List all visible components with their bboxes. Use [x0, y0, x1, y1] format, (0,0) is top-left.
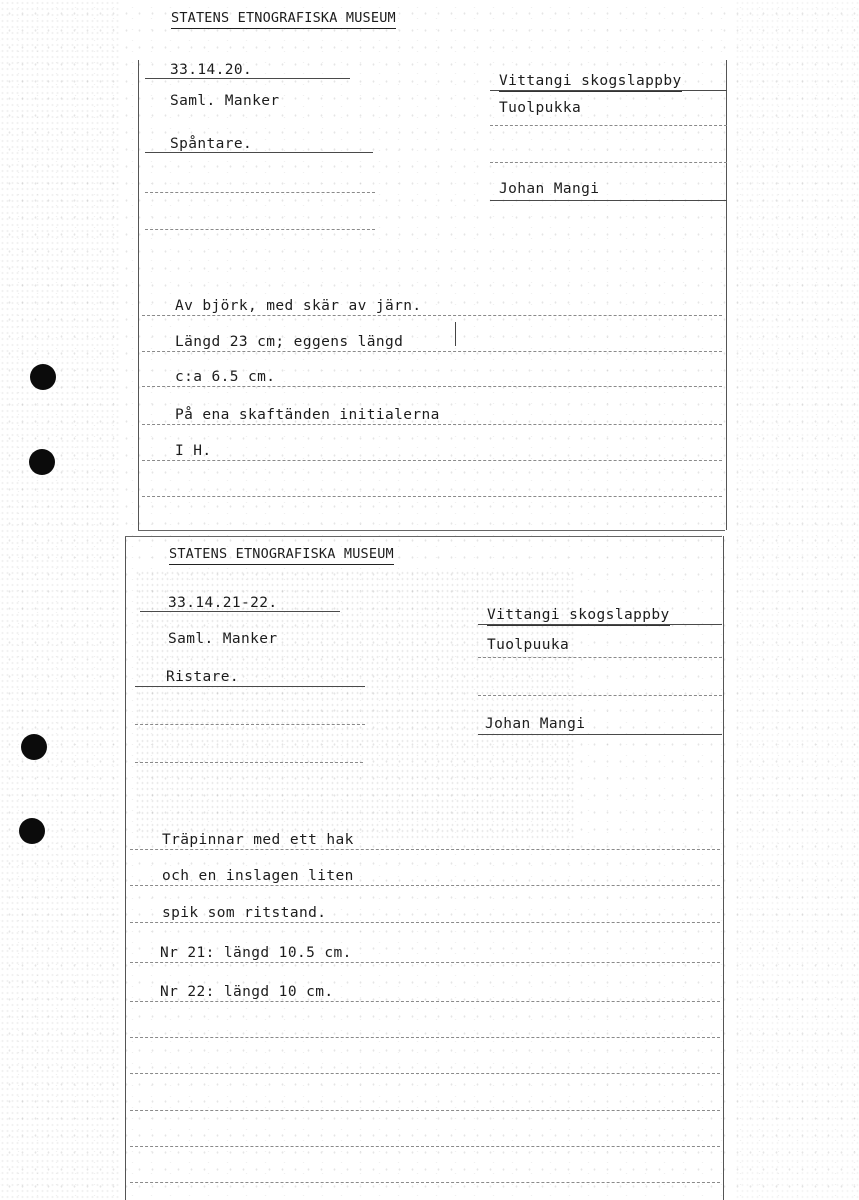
- punch-hole-3: [21, 734, 47, 760]
- card-1-locality: Tuolpukka: [499, 100, 582, 116]
- card-1-rule-desc-3: [142, 386, 722, 387]
- card-1-description-line-1: Av björk, med skär av järn.: [175, 298, 422, 314]
- card-1-description-line-5: I H.: [175, 443, 212, 459]
- card-2-collection: Saml. Manker: [168, 631, 278, 647]
- card-2-rule-desc-8: [130, 1110, 720, 1111]
- card-2-catalog-number: 33.14.21-22.: [168, 595, 278, 611]
- card-2-locality: Tuolpuuka: [487, 637, 570, 653]
- card-2-rule-desc-9: [130, 1146, 720, 1147]
- card-1-rule-desc-6: [142, 496, 722, 497]
- card-2-rule-left-2: [135, 762, 363, 763]
- card-2-rule-catalog: [140, 611, 340, 612]
- card-1-rule-left-2: [145, 229, 375, 230]
- card-1-object-name: Spåntare.: [170, 136, 253, 152]
- card-2-rule-place: [478, 624, 722, 625]
- card-1-bottom-edge: [138, 530, 725, 531]
- card-1-rule-informant: [490, 200, 727, 201]
- card-2-rule-left-1: [135, 724, 365, 725]
- card-2-rule-desc-3: [130, 922, 720, 923]
- card-1-stray-mark: [455, 322, 456, 346]
- card-2-rule-desc-10: [130, 1182, 720, 1183]
- card-2-place: Vittangi skogslappby: [487, 606, 670, 626]
- card-1-collection: Saml. Manker: [170, 93, 280, 109]
- punch-hole-2: [29, 449, 55, 475]
- card-2-rule-desc-6: [130, 1037, 720, 1038]
- card-2-rule-object: [135, 686, 365, 687]
- card-1-description-line-3: c:a 6.5 cm.: [175, 369, 276, 385]
- card-2-top-edge: [125, 536, 722, 537]
- card-1-rule-desc-1: [142, 315, 722, 316]
- scan-noise-right-margin: [735, 0, 859, 1200]
- card-2-rule-desc-4: [130, 962, 720, 963]
- card-2-description-line-1: Träpinnar med ett hak: [162, 832, 354, 848]
- card-1-rule-right-1: [490, 125, 727, 126]
- card-1-rule-catalog: [145, 78, 350, 79]
- card-2-rule-desc-5: [130, 1001, 720, 1002]
- card-1-rule-desc-5: [142, 460, 722, 461]
- card-1-description-line-4: På ena skaftänden initialerna: [175, 407, 440, 423]
- card-1-rule-desc-4: [142, 424, 722, 425]
- card-1-rule-right-2: [490, 162, 727, 163]
- card-1-rule-object: [145, 152, 373, 153]
- card-2-rule-desc-1: [130, 849, 720, 850]
- scan-noise-left-margin: [0, 0, 120, 1200]
- punch-hole-4: [19, 818, 45, 844]
- card-1-museum-heading: STATENS ETNOGRAFISKA MUSEUM: [171, 9, 396, 29]
- card-1-rule-left-1: [145, 192, 375, 193]
- card-1-informant: Johan Mangi: [499, 181, 600, 197]
- card-1-catalog-number: 33.14.20.: [170, 62, 253, 78]
- punch-hole-1: [30, 364, 56, 390]
- card-2-object-name: Ristare.: [166, 669, 240, 685]
- card-2-description-line-4: Nr 21: längd 10.5 cm.: [160, 945, 352, 961]
- card-1-place: Vittangi skogslappby: [499, 72, 682, 92]
- card-2-rule-right-2: [478, 695, 722, 696]
- card-1-rule-place: [490, 90, 727, 91]
- card-2-rule-informant: [478, 734, 722, 735]
- card-2-description-line-3: spik som ritstand.: [162, 905, 327, 921]
- card-2-museum-heading: STATENS ETNOGRAFISKA MUSEUM: [169, 545, 394, 565]
- card-2-informant: Johan Mangi: [485, 716, 586, 732]
- card-2-rule-right-1: [478, 657, 722, 658]
- card-2-description-line-5: Nr 22: längd 10 cm.: [160, 984, 334, 1000]
- card-1-rule-desc-2: [142, 351, 722, 352]
- card-2-rule-desc-7: [130, 1073, 720, 1074]
- card-2-description-line-2: och en inslagen liten: [162, 868, 354, 884]
- card-1-description-line-2: Längd 23 cm; eggens längd: [175, 334, 404, 350]
- card-2-rule-desc-2: [130, 885, 720, 886]
